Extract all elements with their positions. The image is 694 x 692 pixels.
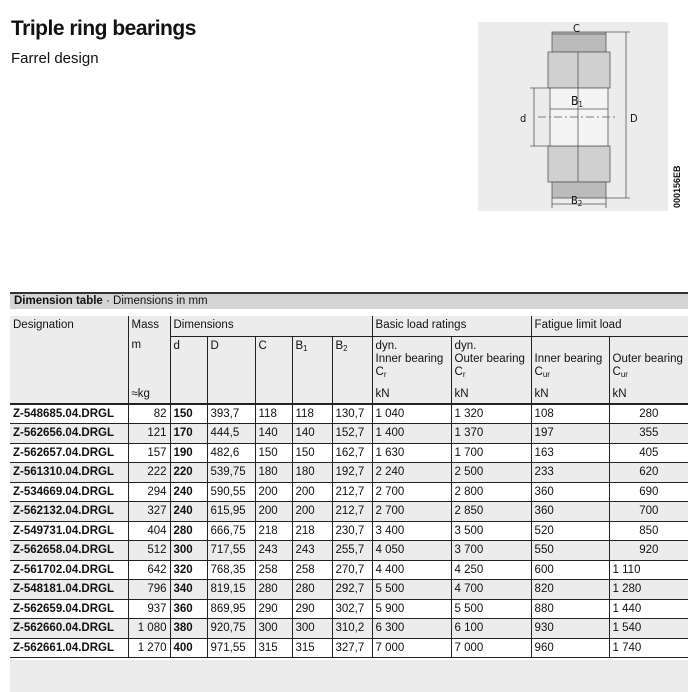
cell-D: 444,5	[207, 424, 255, 444]
cell-mass: 222	[128, 463, 170, 483]
label-B1	[571, 94, 583, 109]
dyn-label: dyn.	[375, 339, 398, 352]
col-cr-inner	[372, 336, 451, 404]
cell-cr-inner: 4 050	[372, 541, 451, 561]
label-B1-sub: 1	[578, 100, 583, 109]
col-cur-inner	[531, 336, 609, 404]
outer-bearing-label: Outer bearing	[454, 352, 525, 365]
cell-B2: 212,7	[332, 502, 372, 522]
cell-C: 258	[255, 560, 292, 580]
cell-D: 482,6	[207, 443, 255, 463]
cell-designation: Z-549731.04.DRGL	[10, 521, 128, 541]
cell-D: 971,55	[207, 638, 255, 658]
table-caption-units: · Dimensions in mm	[102, 295, 208, 307]
inner-bearing-label: Inner bearing	[534, 352, 603, 365]
cell-mass: 157	[128, 443, 170, 463]
label-C: C	[573, 22, 580, 35]
cell-d: 240	[170, 502, 207, 522]
cell-cr-outer: 2 850	[451, 502, 531, 522]
cell-B1: 140	[292, 424, 332, 444]
cell-B1: 218	[292, 521, 332, 541]
cell-cr-inner: 4 400	[372, 560, 451, 580]
label-B2-sub: 2	[577, 199, 583, 208]
col-cur-outer	[609, 336, 688, 404]
cell-B2: 212,7	[332, 482, 372, 502]
cr-symbol	[455, 366, 528, 381]
col-m	[128, 336, 170, 404]
cell-designation: Z-561702.04.DRGL	[10, 560, 128, 580]
cell-cr-outer: 2 800	[451, 482, 531, 502]
cell-cr-outer: 6 100	[451, 619, 531, 639]
cell-cur-inner: 360	[531, 482, 609, 502]
dimension-table	[10, 316, 688, 658]
cell-d: 220	[170, 463, 207, 483]
cell-designation: Z-562658.04.DRGL	[10, 541, 128, 561]
cell-mass: 796	[128, 580, 170, 600]
mass-unit: ≈kg	[131, 388, 150, 400]
cell-cur-outer: 280	[609, 404, 688, 424]
cell-cur-inner: 550	[531, 541, 609, 561]
page-subtitle: Farrel design	[11, 50, 99, 67]
cr-sub: r	[383, 369, 387, 379]
cell-cur-inner: 880	[531, 599, 609, 619]
cell-cur-inner: 600	[531, 560, 609, 580]
label-d: d	[520, 112, 527, 125]
col-B2	[332, 336, 372, 404]
cell-mass: 294	[128, 482, 170, 502]
cell-C: 315	[255, 638, 292, 658]
cell-d: 320	[170, 560, 207, 580]
cell-cur-outer: 1 280	[609, 580, 688, 600]
unit-kn: kN	[534, 388, 549, 400]
cell-C: 180	[255, 463, 292, 483]
cell-cur-outer: 1 440	[609, 599, 688, 619]
dyn-label: dyn.	[454, 339, 477, 352]
cell-mass: 642	[128, 560, 170, 580]
cell-d: 340	[170, 580, 207, 600]
cell-mass: 1 270	[128, 638, 170, 658]
cell-B1: 118	[292, 404, 332, 424]
cell-cur-outer: 920	[609, 541, 688, 561]
cell-C: 280	[255, 580, 292, 600]
cell-cur-outer: 405	[609, 443, 688, 463]
cell-B1: 200	[292, 482, 332, 502]
cell-designation: Z-562657.04.DRGL	[10, 443, 128, 463]
unit-kn: kN	[375, 388, 390, 400]
cell-B1: 200	[292, 502, 332, 522]
cell-mass: 327	[128, 502, 170, 522]
cell-cr-outer: 4 250	[451, 560, 531, 580]
cell-cr-inner: 3 400	[372, 521, 451, 541]
cell-B1: 280	[292, 580, 332, 600]
cell-cur-inner: 930	[531, 619, 609, 639]
cell-cr-outer: 4 700	[451, 580, 531, 600]
cell-B2: 327,7	[332, 638, 372, 658]
cell-C: 200	[255, 502, 292, 522]
cell-D: 717,55	[207, 541, 255, 561]
cell-d: 190	[170, 443, 207, 463]
cell-D: 539,75	[207, 463, 255, 483]
cell-cr-outer: 3 700	[451, 541, 531, 561]
label-B1-letter: B	[571, 94, 579, 108]
cell-cur-outer: 355	[609, 424, 688, 444]
unit-kn: kN	[454, 388, 469, 400]
table-row	[10, 541, 688, 561]
cell-B1: 290	[292, 599, 332, 619]
cell-cur-outer: 850	[609, 521, 688, 541]
cell-designation: Z-562656.04.DRGL	[10, 424, 128, 444]
table-caption	[10, 292, 688, 309]
cell-cur-outer: 1 540	[609, 619, 688, 639]
cell-C: 118	[255, 404, 292, 424]
table-row	[10, 580, 688, 600]
col-D: D	[207, 336, 255, 404]
table-row	[10, 619, 688, 639]
cell-cr-outer: 2 500	[451, 463, 531, 483]
cell-cr-outer: 1 700	[451, 443, 531, 463]
cr-sub: r	[462, 369, 466, 379]
cr-letter: C	[454, 365, 463, 378]
cell-designation: Z-548685.04.DRGL	[10, 404, 128, 424]
cell-d: 400	[170, 638, 207, 658]
b1-sub: 1	[303, 343, 308, 353]
table-footer	[10, 660, 688, 692]
cell-cr-inner: 2 700	[372, 502, 451, 522]
cell-cur-inner: 197	[531, 424, 609, 444]
cell-B2: 292,7	[332, 580, 372, 600]
cell-cur-outer: 1 110	[609, 560, 688, 580]
cell-D: 615,95	[207, 502, 255, 522]
cell-C: 140	[255, 424, 292, 444]
label-D: D	[630, 112, 638, 125]
cur-sub: ur	[620, 369, 628, 379]
b2-sub: 2	[343, 343, 348, 353]
cell-B2: 230,7	[332, 521, 372, 541]
table-row	[10, 560, 688, 580]
cell-designation: Z-562661.04.DRGL	[10, 638, 128, 658]
cell-C: 290	[255, 599, 292, 619]
label-B2	[571, 194, 582, 208]
col-d: d	[170, 336, 207, 404]
cr-symbol	[376, 366, 448, 381]
cell-cur-outer: 1 740	[609, 638, 688, 658]
col-designation: Designation	[13, 319, 74, 331]
cell-cr-inner: 1 040	[372, 404, 451, 424]
cell-D: 666,75	[207, 521, 255, 541]
cell-B2: 310,2	[332, 619, 372, 639]
cell-C: 150	[255, 443, 292, 463]
b2-label: B	[335, 339, 344, 352]
cell-cr-inner: 2 240	[372, 463, 451, 483]
table-row	[10, 424, 688, 444]
cell-cr-outer: 1 320	[451, 404, 531, 424]
cell-cr-inner: 7 000	[372, 638, 451, 658]
drawing-code: 000156EB	[672, 165, 682, 208]
cell-d: 240	[170, 482, 207, 502]
table-caption-title: Dimension table	[14, 295, 103, 307]
cell-cur-inner: 520	[531, 521, 609, 541]
col-C: C	[255, 336, 292, 404]
table-row	[10, 463, 688, 483]
cell-d: 300	[170, 541, 207, 561]
cell-D: 869,95	[207, 599, 255, 619]
cell-B2: 302,7	[332, 599, 372, 619]
cell-C: 218	[255, 521, 292, 541]
cell-cr-inner: 1 630	[372, 443, 451, 463]
outer-bearing-label: Outer bearing	[612, 352, 683, 365]
cell-designation: Z-562660.04.DRGL	[10, 619, 128, 639]
cell-B2: 162,7	[332, 443, 372, 463]
cell-B2: 130,7	[332, 404, 372, 424]
cur-sub: ur	[542, 369, 550, 379]
bearing-diagram	[478, 22, 668, 211]
cell-mass: 121	[128, 424, 170, 444]
table-row	[10, 521, 688, 541]
table-row	[10, 599, 688, 619]
cur-symbol	[613, 366, 686, 381]
cell-cr-inner: 2 700	[372, 482, 451, 502]
cell-cur-outer: 690	[609, 482, 688, 502]
table-row	[10, 502, 688, 522]
cell-B2: 152,7	[332, 424, 372, 444]
cell-cr-outer: 3 500	[451, 521, 531, 541]
cell-cur-inner: 108	[531, 404, 609, 424]
cell-D: 819,15	[207, 580, 255, 600]
cell-designation: Z-534669.04.DRGL	[10, 482, 128, 502]
col-dimensions: Dimensions	[170, 316, 372, 336]
cell-mass: 937	[128, 599, 170, 619]
cell-designation: Z-562659.04.DRGL	[10, 599, 128, 619]
cur-symbol	[535, 366, 606, 381]
cell-designation: Z-561310.04.DRGL	[10, 463, 128, 483]
cell-cur-inner: 233	[531, 463, 609, 483]
cell-B1: 243	[292, 541, 332, 561]
cell-cr-inner: 1 400	[372, 424, 451, 444]
col-B1	[292, 336, 332, 404]
cell-d: 280	[170, 521, 207, 541]
cell-cur-inner: 960	[531, 638, 609, 658]
cell-cr-inner: 5 500	[372, 580, 451, 600]
cell-d: 360	[170, 599, 207, 619]
cell-cr-outer: 7 000	[451, 638, 531, 658]
label-B2-letter: B	[571, 194, 578, 207]
cell-cur-inner: 163	[531, 443, 609, 463]
col-cr-outer	[451, 336, 531, 404]
cell-B1: 258	[292, 560, 332, 580]
cell-cr-inner: 6 300	[372, 619, 451, 639]
cell-C: 300	[255, 619, 292, 639]
cell-cr-outer: 1 370	[451, 424, 531, 444]
cell-D: 590,55	[207, 482, 255, 502]
cr-letter: C	[375, 365, 384, 378]
cell-mass: 512	[128, 541, 170, 561]
table-row	[10, 482, 688, 502]
cell-D: 393,7	[207, 404, 255, 424]
cell-B2: 192,7	[332, 463, 372, 483]
b1-label: B	[295, 339, 304, 352]
table-row	[10, 404, 688, 424]
cell-designation: Z-562132.04.DRGL	[10, 502, 128, 522]
cell-d: 380	[170, 619, 207, 639]
cell-cur-outer: 700	[609, 502, 688, 522]
table-row	[10, 638, 688, 658]
bearing-cross-section-drawing	[478, 22, 668, 211]
col-mass: Mass	[128, 316, 170, 336]
cell-d: 150	[170, 404, 207, 424]
col-fatigue-limit-load: Fatigue limit load	[531, 316, 688, 336]
cell-B1: 180	[292, 463, 332, 483]
table-row	[10, 443, 688, 463]
cell-B1: 300	[292, 619, 332, 639]
cell-cur-inner: 360	[531, 502, 609, 522]
cell-B1: 315	[292, 638, 332, 658]
cur-letter: C	[612, 365, 621, 378]
cell-D: 768,35	[207, 560, 255, 580]
cell-cr-inner: 5 900	[372, 599, 451, 619]
m-label: m	[131, 339, 142, 351]
cell-cur-outer: 620	[609, 463, 688, 483]
cell-mass: 1 080	[128, 619, 170, 639]
cell-cr-outer: 5 500	[451, 599, 531, 619]
page-title: Triple ring bearings	[11, 17, 196, 40]
unit-kn: kN	[612, 388, 627, 400]
cur-letter: C	[534, 365, 543, 378]
cell-B2: 255,7	[332, 541, 372, 561]
cell-cur-inner: 820	[531, 580, 609, 600]
cell-C: 243	[255, 541, 292, 561]
col-basic-load-ratings: Basic load ratings	[372, 316, 531, 336]
cell-mass: 82	[128, 404, 170, 424]
cell-d: 170	[170, 424, 207, 444]
cell-B1: 150	[292, 443, 332, 463]
cell-C: 200	[255, 482, 292, 502]
cell-B2: 270,7	[332, 560, 372, 580]
cell-D: 920,75	[207, 619, 255, 639]
cell-designation: Z-548181.04.DRGL	[10, 580, 128, 600]
inner-bearing-label: Inner bearing	[375, 352, 444, 365]
cell-mass: 404	[128, 521, 170, 541]
